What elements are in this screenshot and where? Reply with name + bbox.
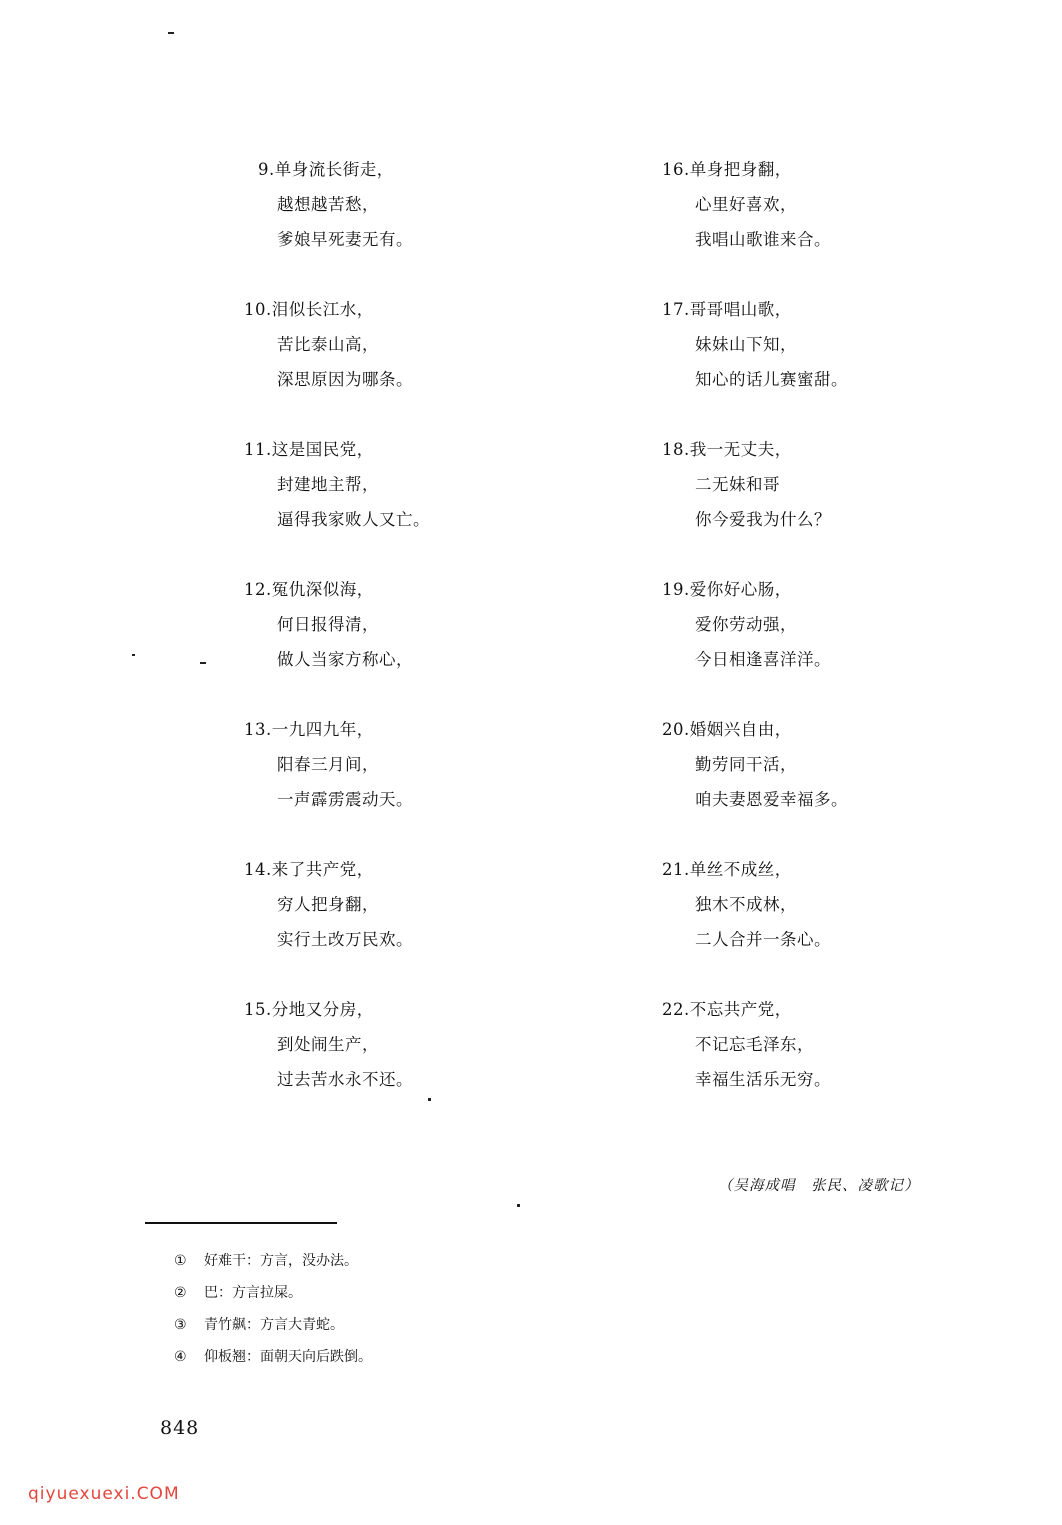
verse [244,712,430,852]
verse [662,292,848,432]
verse-line: 14.来了共产党， [244,860,374,879]
footnote-marker: ③ [174,1317,187,1333]
verse-line: 9.单身流长街走， [258,160,394,179]
verse-line: 过去苦水永不还。 [277,1070,413,1089]
verse-line: 勤劳同干活， [695,755,797,774]
verse [244,152,430,292]
verse-line: 20.婚姻兴自由， [662,720,792,739]
footnote-text: 仰板翘：面朝天向后跌倒。 [204,1349,372,1365]
verse-line: 越想越苦愁， [277,195,379,214]
verse [662,152,848,292]
footnotes [174,1245,372,1373]
verse-line: 到处闹生产， [277,1035,379,1054]
verse-line: 心里好喜欢， [695,195,797,214]
scan-speck [200,662,206,664]
footnote-text: 巴：方言拉屎。 [204,1285,302,1301]
verse [662,572,848,712]
verse [662,992,848,1132]
footnote [174,1245,372,1277]
footnote-text: 青竹飙：方言大青蛇。 [204,1317,344,1333]
footnote [174,1277,372,1309]
footnote-marker: ④ [174,1349,187,1365]
verse [244,292,430,432]
verse-line: 二无妹和哥 [695,475,780,494]
verse-line: 幸福生活乐无穷。 [695,1070,831,1089]
verse-line: 12.冤仇深似海， [244,580,374,599]
verse-line: 不记忘毛泽东， [695,1035,814,1054]
verse-line: 爹娘早死妻无有。 [277,230,413,249]
verse-line: 妹妹山下知， [695,335,797,354]
verse-line: 13.一九四九年， [244,720,374,739]
verse-line: 你今爱我为什么？ [695,510,831,529]
verse-line: 21.单丝不成丝， [662,860,792,879]
verse [662,712,848,852]
verse-line: 18.我一无丈夫， [662,440,792,459]
footnote-marker: ① [174,1253,187,1269]
verse-line: 知心的话儿赛蜜甜。 [695,370,848,389]
verse-line: 15.分地又分房， [244,1000,374,1019]
verse-line: 10.泪似长江水， [244,300,374,319]
verse [662,432,848,572]
footnote [174,1341,372,1373]
verses-right-column [662,152,848,1132]
verse-line: 何日报得清， [277,615,379,634]
footnote-marker: ② [174,1285,187,1301]
verse-line: 我唱山歌谁来合。 [695,230,831,249]
verse-line: 今日相逢喜洋洋。 [695,650,831,669]
verse-line: 19.爱你好心肠， [662,580,792,599]
verse-line: 独木不成林， [695,895,797,914]
verse-line: 16.单身把身翻， [662,160,792,179]
verse [662,852,848,992]
verse-line: 一声霹雳震动天。 [277,790,413,809]
verse-line: 封建地主帮， [277,475,379,494]
verse-line: 咱夫妻恩爱幸福多。 [695,790,848,809]
verse-line: 22.不忘共产党， [662,1000,792,1019]
verse-line: 爱你劳动强， [695,615,797,634]
page-number: 848 [160,1417,200,1439]
footnote [174,1309,372,1341]
site-watermark: qiyuexuexi.COM [28,1484,180,1504]
scan-speck [517,1204,520,1207]
verse-line: 苦比泰山高， [277,335,379,354]
verse [244,572,430,712]
verse-line: 实行土改万民欢。 [277,930,413,949]
verse-line: 二人合并一条心。 [695,930,831,949]
scan-speck [132,654,135,656]
verse-line: 做人当家方称心， [277,650,413,669]
verses-left-column [244,152,430,1132]
verse-line: 逼得我家败人又亡。 [277,510,430,529]
verse-line: 17.哥哥唱山歌， [662,300,792,319]
verse-line: 阳春三月间， [277,755,379,774]
verse-line: 穷人把身翻， [277,895,379,914]
footnote-divider [145,1222,337,1224]
footnote-text: 好难干：方言，没办法。 [204,1253,358,1269]
verse-line: 深思原因为哪条。 [277,370,413,389]
verse [244,432,430,572]
scan-speck [168,32,174,34]
verse-line: 11.这是国民党， [244,440,374,459]
performer-credit: （吴海成唱 张民、凌歌记） [718,1178,920,1194]
verse [244,852,430,992]
verse [244,992,430,1132]
